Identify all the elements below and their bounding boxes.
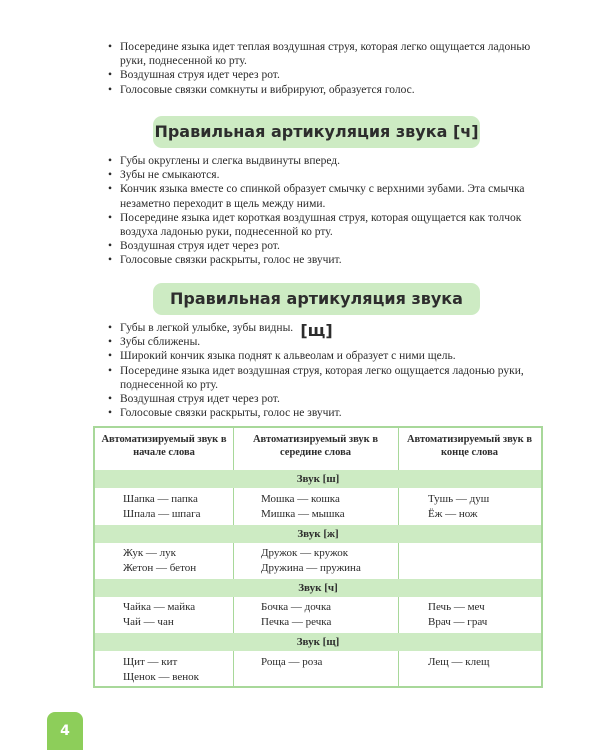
list-item: • Голосовые связки раскрыты, голос не звучит.	[108, 406, 548, 420]
table-cell: Чайка — майка Чай — чан	[123, 601, 196, 628]
list-item: • Губы в легкой улыбке, зубы видны.	[108, 321, 548, 335]
section3-list	[108, 321, 548, 420]
list-item: • Посередине языка идет теплая воздушная струя, которая легко ощущается ладонью руки, поднесенной ко рту.	[108, 40, 548, 68]
section1-list	[108, 40, 548, 97]
heading-ch: Правильная артикуляция звука [ч]	[153, 116, 480, 148]
table-row	[95, 546, 541, 576]
table-row	[95, 600, 541, 630]
header-start: Автоматизируемый звук в начале слова	[101, 434, 227, 458]
table-cell: Печь — меч Врач — грач	[428, 601, 488, 628]
table-row	[95, 655, 541, 685]
list-item: • Губы округлены и слегка выдвинуты вперед.	[108, 154, 548, 168]
list-item: • Зубы не смыкаются.	[108, 168, 548, 182]
section2-list	[108, 154, 548, 268]
list-item: • Голосовые связки сомкнуты и вибрируют, образуется голос.	[108, 83, 548, 97]
sound-band-sh: Звук [ш]	[95, 470, 541, 488]
table-row	[95, 492, 541, 522]
header-end: Автоматизируемый звук в конце слова	[406, 434, 533, 458]
table-cell: Бочка — дочка Печка — речка	[261, 601, 332, 628]
page-number: 4	[47, 712, 83, 750]
list-item: • Зубы сближены.	[108, 335, 548, 349]
table-cell: Щит — кит Щенок — венок	[123, 656, 199, 683]
sound-band-zh: Звук [ж]	[95, 525, 541, 543]
list-item: • Голосовые связки раскрыты, голос не звучит.	[108, 253, 548, 267]
table-cell: Роща — роза	[261, 656, 323, 668]
table-cell: Жук — лук Жетон — бетон	[123, 547, 197, 574]
header-middle: Автоматизируемый звук в середине слова	[252, 434, 379, 458]
words-table	[93, 426, 543, 688]
sound-band-shch: Звук [щ]	[95, 633, 541, 651]
table-cell: Лещ — клещ	[428, 656, 490, 668]
heading-shch: Правильная артикуляция звука [щ]	[153, 283, 480, 315]
sound-band-ch: Звук [ч]	[95, 579, 541, 597]
list-item: • Посередине языка идет короткая воздушная струя, которая ощущается как толчок воздуха ладонью руки, поднесенной ко рту.	[108, 211, 548, 239]
list-item: • Широкий кончик языка поднят к альвеолам и образует с ними щель.	[108, 349, 548, 363]
list-item: • Кончик языка вместе со спинкой образует смычку с верхними зубами. Эта смычка незаметно переходит в щель между ними.	[108, 182, 548, 210]
list-item: • Воздушная струя идет через рот.	[108, 239, 548, 253]
list-item: • Воздушная струя идет через рот.	[108, 68, 548, 82]
table-header	[95, 428, 541, 466]
list-item: • Посередине языка идет воздушная струя, которая легко ощущается ладонью руки, поднесенной ко рту.	[108, 364, 548, 392]
list-item: • Воздушная струя идет через рот.	[108, 392, 548, 406]
table-cell: Тушь — душ Ёж — нож	[428, 493, 490, 520]
table-cell: Мошка — кошка Мишка — мышка	[261, 493, 345, 520]
table-cell	[398, 546, 541, 576]
table-cell: Дружок — кружок Дружина — пружина	[261, 547, 361, 574]
table-cell: Шапка — папка Шпала — шпага	[123, 493, 201, 520]
